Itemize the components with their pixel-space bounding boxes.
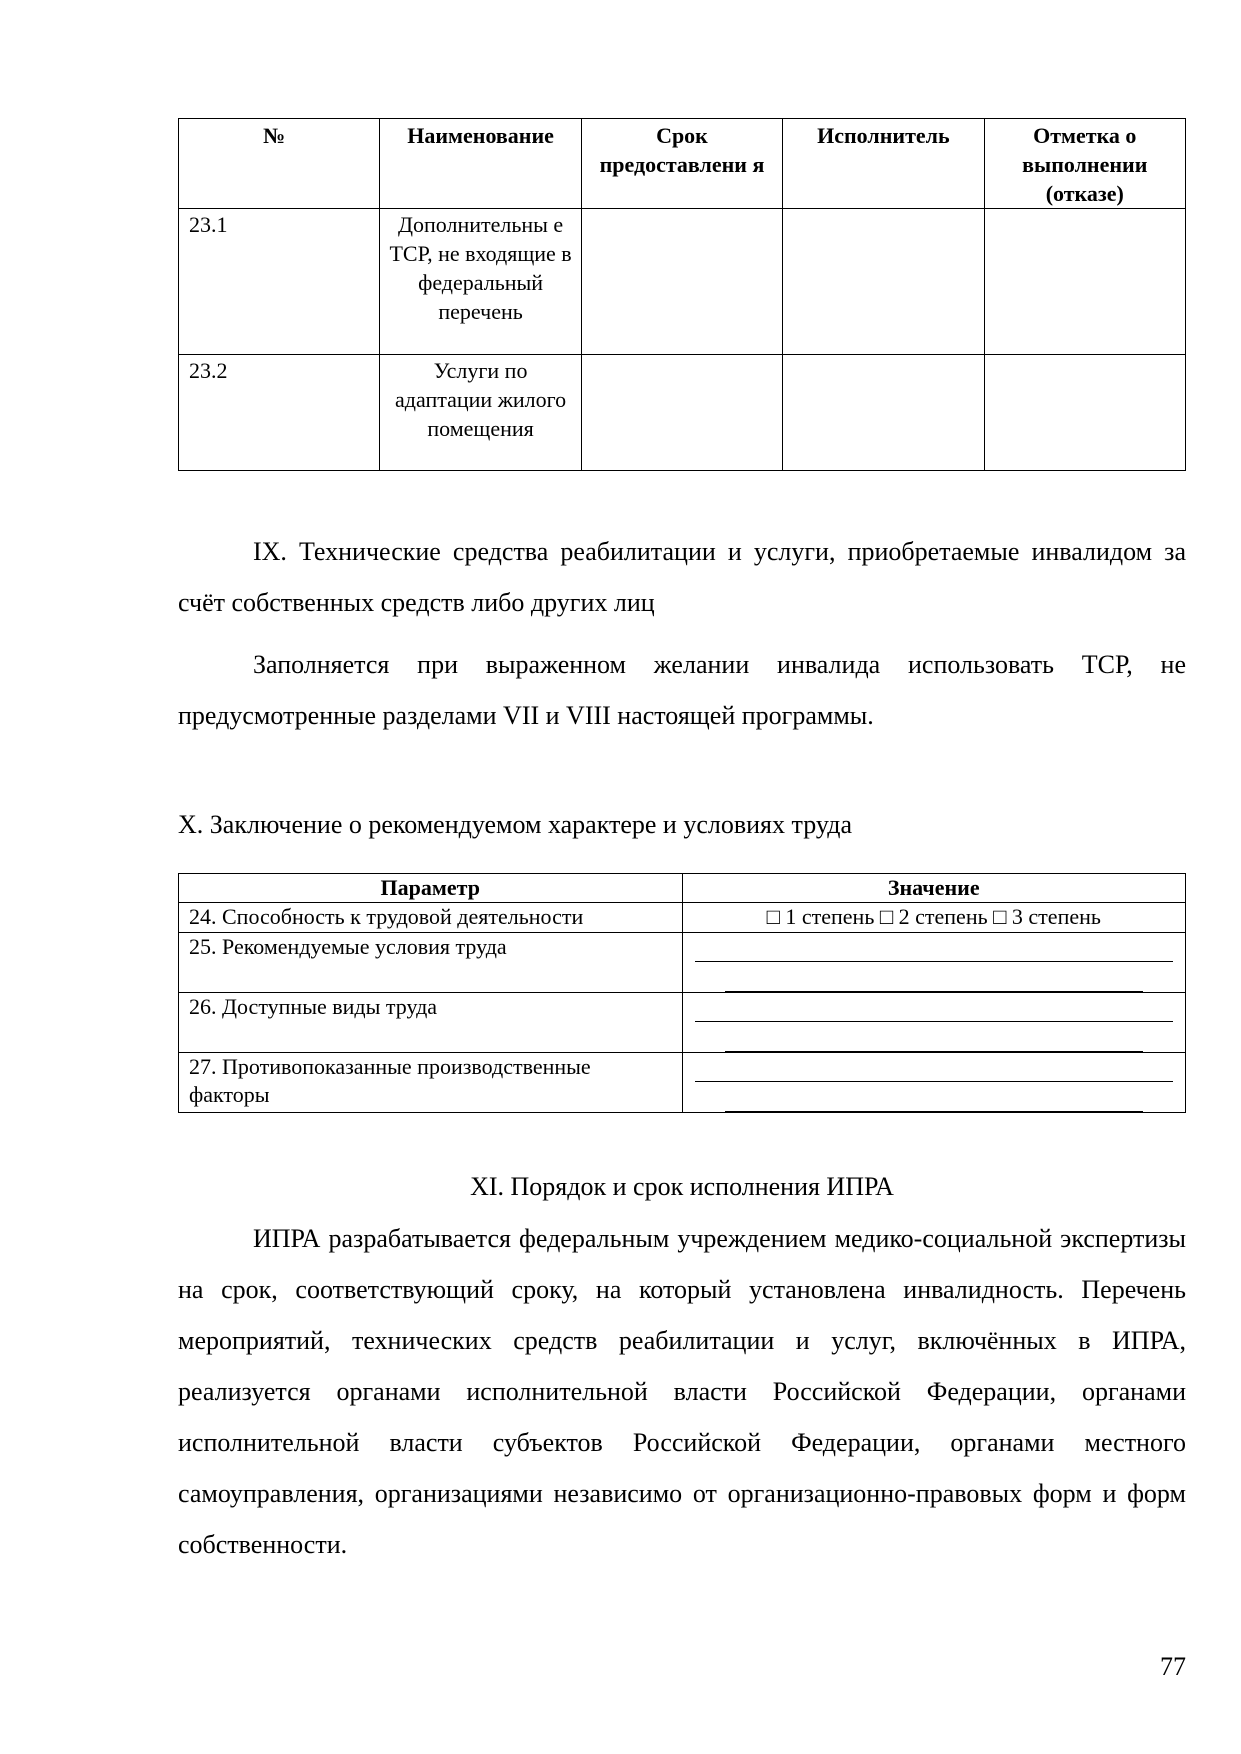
services-table <box>178 118 1186 471</box>
row-parameter: 24. Способность к трудовой деятельности <box>179 903 683 933</box>
degree-checkboxes[interactable]: □ 1 степень □ 2 степень □ 3 степень <box>682 903 1186 933</box>
table-row <box>179 209 1186 355</box>
table-header-row <box>179 119 1186 209</box>
header-parameter: Параметр <box>179 874 683 903</box>
fill-in-field[interactable] <box>682 933 1186 993</box>
header-name: Наименование <box>380 119 581 209</box>
row-name: Дополнительны е ТСР, не входящие в федеральный перечень <box>380 209 581 355</box>
section-11-title: XI. Порядок и срок исполнения ИПРА <box>470 1172 894 1201</box>
row-mark <box>984 355 1185 471</box>
table-row <box>179 993 1186 1053</box>
section-9-title: IX. Технические средства реабилитации и услуги, приобретаемые инвалидом за счёт собственных средств либо других лиц <box>178 537 1186 617</box>
work-conditions-table <box>178 873 1186 1113</box>
fill-in-field[interactable] <box>682 993 1186 1053</box>
fill-line <box>725 1082 1144 1112</box>
page-number: 77 <box>1160 1652 1186 1681</box>
fill-in-field[interactable] <box>682 1053 1186 1113</box>
row-executor <box>783 209 984 355</box>
row-number: 23.2 <box>179 355 380 471</box>
row-name: Услуги по адаптации жилого помещения <box>380 355 581 471</box>
section-11-text: ИПРА разрабатывается федеральным учреждением медико-социальной экспертизы на срок, соответствующий сроку, на который установлена инвалидность. Перечень мероприятий, технических средств реабилитации и услуг, включённых в ИПРА, реализуется органами исполнительной власти Российской Федерации, органами исполнительной власти субъектов Российской Федерации, органами местного самоуправления, организациями независимо от организационно-правовых форм и форм собственности. <box>178 1224 1186 1559</box>
row-parameter: 26. Доступные виды труда <box>179 993 683 1053</box>
row-executor <box>783 355 984 471</box>
row-term <box>581 209 782 355</box>
row-term <box>581 355 782 471</box>
fill-line <box>725 1022 1144 1052</box>
row-parameter: 27. Противопоказанные производственные факторы <box>179 1053 683 1113</box>
header-value: Значение <box>682 874 1186 903</box>
row-mark <box>984 209 1185 355</box>
fill-line <box>695 1067 1174 1082</box>
row-parameter: 25. Рекомендуемые условия труда <box>179 933 683 993</box>
header-term: Срок предоставлени я <box>581 119 782 209</box>
header-executor: Исполнитель <box>783 119 984 209</box>
header-mark: Отметка о выполнении (отказе) <box>984 119 1185 209</box>
row-number: 23.1 <box>179 209 380 355</box>
table-row <box>179 903 1186 933</box>
fill-line <box>695 947 1174 962</box>
table-row <box>179 1053 1186 1113</box>
header-number: № <box>179 119 380 209</box>
fill-line <box>725 962 1144 992</box>
table-row <box>179 933 1186 993</box>
table-header-row <box>179 874 1186 903</box>
section-10-title: X. Заключение о рекомендуемом характере и условиях труда <box>178 810 852 839</box>
section-9-text: Заполняется при выраженном желании инвалида использовать ТСР, не предусмотренные разделами VII и VIII настоящей программы. <box>178 650 1186 730</box>
fill-line <box>695 1007 1174 1022</box>
table-row <box>179 355 1186 471</box>
